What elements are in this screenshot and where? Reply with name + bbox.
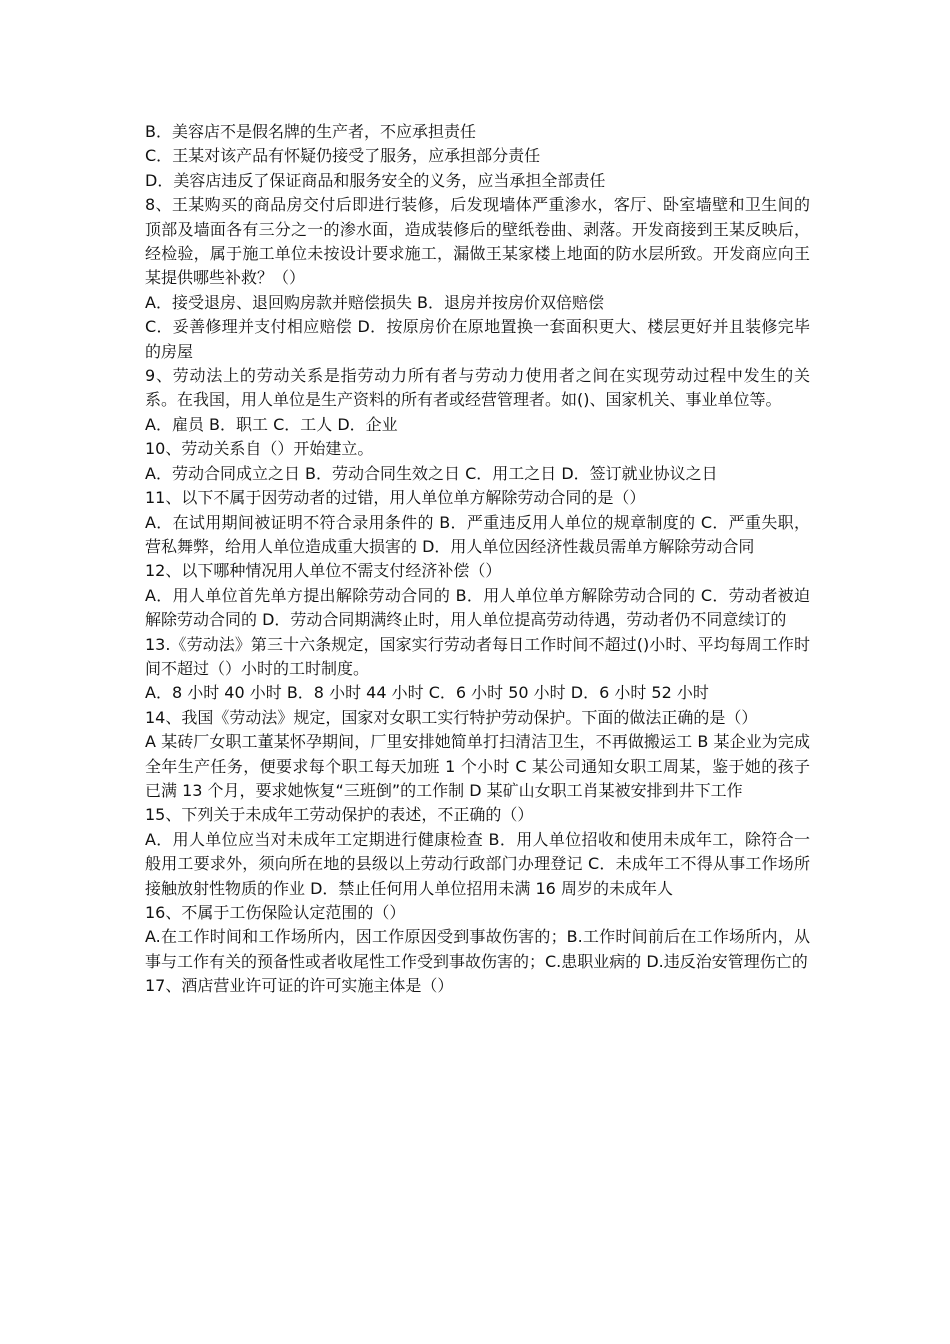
option-d-line: D．美容店违反了保证商品和服务安全的义务，应当承担全部责任	[145, 170, 606, 190]
question-8-options-cd: C．妥善修理并支付相应赔偿 D．按原房价在原地置换一套面积更大、楼层更好并且装修完毕的房屋	[145, 317, 810, 361]
option-c-line: C．王某对该产品有怀疑仍接受了服务，应承担部分责任	[145, 146, 541, 166]
question-11: 11、以下不属于因劳动者的过错，用人单位单方解除劳动合同的是（）	[145, 488, 646, 508]
question-13: 13.《劳动法》第三十六条规定，国家实行劳动者每日工作时间不超过()小时、平均每周工作时间不超过（）小时的工时制度。	[145, 634, 810, 678]
question-9: 9、劳动法上的劳动关系是指劳动力所有者与劳动力使用者之间在实现劳动过程中发生的关系。在我国，用人单位是生产资料的所有者或经营管理者。如()、国家机关、事业单位等。	[145, 366, 810, 410]
document-body	[145, 120, 810, 999]
question-16: 16、不属于工伤保险认定范围的（）	[145, 903, 406, 922]
question-8-options-ab: A．接受退房、退回购房款并赔偿损失 B．退房并按房价双倍赔偿	[145, 292, 605, 312]
question-15: 15、下列关于未成年工劳动保护的表述，不正确的（）	[145, 805, 534, 825]
question-14-options: A 某砖厂女职工董某怀孕期间，厂里安排她简单打扫清洁卫生，不再做搬运工 B 某企业为完成全年生产任务，便要求每个职工每天加班 1 个小时 C 某公司通知女职工周某，鉴于她的孩子已满 13 个月，要求她恢复“三班倒”的工作制 D 某矿山女职工肖某被安排到井下工作	[145, 732, 810, 800]
question-9-options: A．雇员 B．职工 C．工人 D．企业	[145, 414, 398, 434]
question-10: 10、劳动关系自（）开始建立。	[145, 439, 374, 459]
question-12: 12、以下哪种情况用人单位不需支付经济补偿（）	[145, 561, 502, 581]
question-17: 17、酒店营业许可证的许可实施主体是（）	[145, 976, 454, 996]
question-10-options: A．劳动合同成立之日 B．劳动合同生效之日 C．用工之日 D．签订就业协议之日	[145, 463, 718, 483]
question-8: 8、王某购买的商品房交付后即进行装修，后发现墙体严重渗水，客厅、卧室墙壁和卫生间的顶部及墙面各有三分之一的渗水面，造成装修后的壁纸卷曲、剥落。开发商接到王某反映后，经检验，属于施工单位未按设计要求施工，漏做王某家楼上地面的防水层所致。开发商应向王某提供哪些补救？（）	[145, 195, 810, 288]
question-12-options: A．用人单位首先单方提出解除劳动合同的 B．用人单位单方解除劳动合同的 C．劳动者被迫解除劳动合同的 D．劳动合同期满终止时，用人单位提高劳动待遇，劳动者仍不同意续订的	[145, 585, 810, 630]
question-11-options: A．在试用期间被证明不符合录用条件的 B．严重违反用人单位的规章制度的 C．严重失职，营私舞弊，给用人单位造成重大损害的 D．用人单位因经济性裁员需单方解除劳动合同	[145, 512, 810, 556]
question-13-options: A．8 小时 40 小时 B．8 小时 44 小时 C．6 小时 50 小时 D．6 小时 52 小时	[145, 683, 709, 703]
question-14: 14、我国《劳动法》规定，国家对女职工实行特护劳动保护。下面的做法正确的是（）	[145, 707, 758, 727]
question-15-options: A．用人单位应当对未成年工定期进行健康检查 B．用人单位招收和使用未成年工，除符合一般用工要求外，须向所在地的县级以上劳动行政部门办理登记 C．未成年工不得从事工作场所接触放射性物质的作业 D．禁止任何用人单位招用未满 16 周岁的未成年人	[145, 829, 810, 898]
option-b-line: B．美容店不是假名牌的生产者，不应承担责任	[145, 122, 476, 141]
question-16-options: A.在工作时间和工作场所内，因工作原因受到事故伤害的；B.工作时间前后在工作场所内，从事与工作有关的预备性或者收尾性工作受到事故伤害的；C.患职业病的 D.违反治安管理伤亡的	[145, 927, 810, 971]
